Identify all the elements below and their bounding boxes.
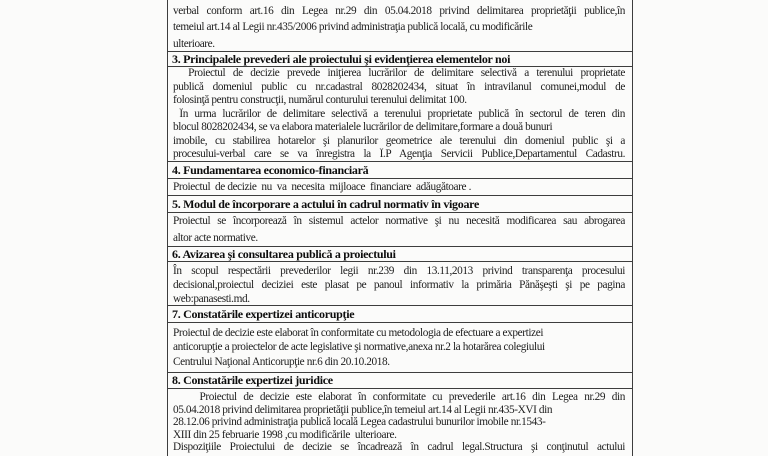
section-8-header: 8. Constatările expertizei juridice (168, 373, 632, 389)
text-line: Proiectul de decizie este elaborat în conformitate cu prevederile art.16 din Legea nr.29 din (173, 391, 625, 403)
section-6-body (168, 262, 632, 306)
section-7-body (168, 323, 632, 373)
section-4-body (168, 179, 632, 196)
text-line: Proiectul de decizie este elaborat în conformitate cu metodologia de efectuare a expertizei (173, 327, 544, 339)
text-line: folosinţă pentru construcţii, numărul conturului terenului delimitat 100. (173, 94, 467, 106)
section-7-header: 7. Constatările expertizei anticorupţie (168, 306, 632, 323)
section-3-header: 3. Principalele prevederi ale proiectului şi evidenţierea elementelor noi (168, 52, 632, 67)
text-line: ulterioare. (173, 37, 215, 50)
text-line: În urma lucrărilor de delimitare selectivă a terenului proprietate publică în sectorul de teren din (173, 107, 625, 120)
text-line: În scopul respectării prevederilor legii nr.239 din 13.11,2013 privind transparenţa procesului (173, 265, 625, 277)
section-5-body (168, 213, 632, 247)
text-line: altor acte normative. (173, 232, 258, 244)
text-line: 28.12.06 privind administraţia publică locală Legea cadastrului bunurilor imobile nr.1543- (173, 416, 546, 429)
text-line: decisional,proiectul deciziei este plasat pe panoul informativ la primăria Pănăşeşti şi pe pagina (173, 279, 625, 291)
section-4-header: 4. Fundamentarea economico-financiară (168, 162, 632, 179)
text-line: Centrului Naţional Anticorupţie nr.6 din 20.10.2018. (173, 355, 390, 368)
text-line: web:panasesti.md. (173, 293, 250, 305)
section-5-header: 5. Modul de încorporare a actului în cadrul normativ în vigoare (168, 196, 632, 213)
text-line: Proiectul se încorporează în sistemul actelor normative şi nu necesită modificarea sau abrogarea (173, 215, 625, 227)
text-line: imobile, cu stabilirea hotarelor şi planurilor geometrice ale terenului din domeniul public şi a (173, 134, 625, 147)
text-line: Dispoziţiile Proiectului de decizie se încadrează în cadrul legal.Structura şi conţinutul actului (173, 441, 625, 454)
section-2-body-continuation (168, 0, 632, 52)
explanatory-note-table (167, 0, 633, 456)
text-line: Proiectul de decizie nu va necesita mijloace financiare adăugătoare . (173, 181, 471, 193)
text-line: verbal conform art.16 din Legea nr.29 din 05.04.2018 privind delimitarea proprietăţii publice,în (173, 4, 625, 17)
text-line: procesului-verbal care se va înregistra la Î.P Agenţia Servicii Publice,Departamentul Cadastru. (173, 148, 625, 160)
text-line: Proiectul de decizie prevede iniţierea lucrărilor de delimitare selectivă a terenului proprietate (173, 67, 625, 79)
text-line: anticorupţie a proiectelor de acte legislative şi normative,anexa nr.2 la hotarărea colegiului (173, 341, 545, 354)
section-8-body (168, 389, 632, 456)
text-line: blocul 8028202434, se va elabora materialele lucrărilor de delimitare,formare a două bunuri (173, 121, 553, 133)
text-line: temeiul art.14 al Legii nr.435/2006 privind administraţia publică locală, cu modificările (173, 21, 533, 33)
text-line: XIII din 25 februarie 1998 ,cu modificările ulterioare. (173, 428, 397, 441)
section-6-header: 6. Avizarea şi consultarea publică a proiectului (168, 247, 632, 262)
text-line: 05.04.2018 privind delimitarea proprietăţii publice,în temeiul art.14 al Legii nr.435-XVI din (173, 403, 553, 416)
section-3-body (168, 67, 632, 162)
text-line: publică domeniul public cu nr.cadastral 8028202434, situat în intravilanul comunei,modul de (173, 80, 625, 93)
